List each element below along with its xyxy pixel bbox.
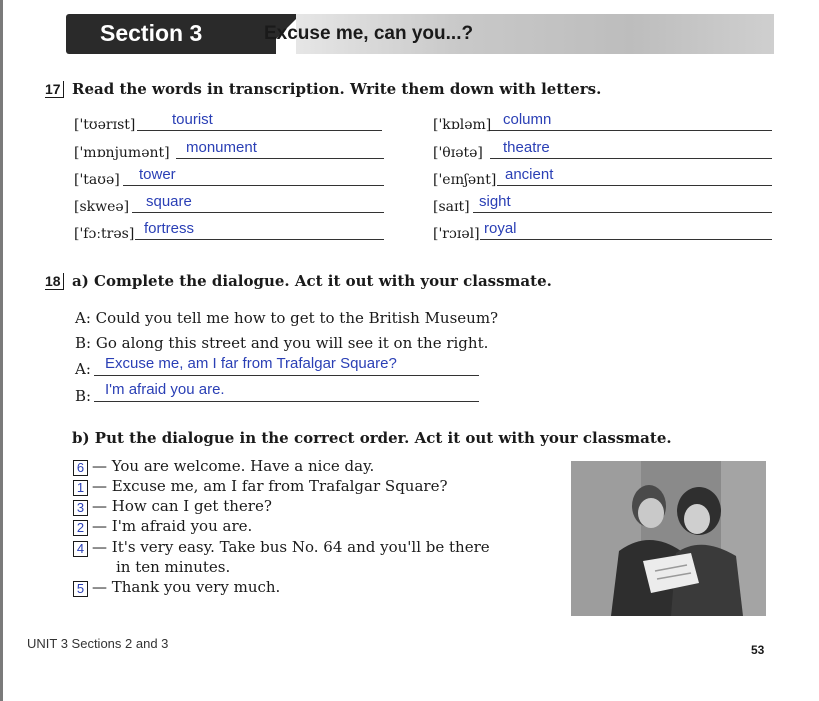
transcription: ['fɔːtrəs]: [74, 226, 135, 242]
answer-line: [497, 185, 772, 186]
exercise-17-number: 17: [45, 81, 64, 97]
dialogue-speaker-b: B:: [75, 387, 92, 405]
answer-line: [135, 239, 384, 240]
answer-line: [473, 212, 772, 213]
answer-line: [176, 158, 384, 159]
answer-line: [137, 130, 382, 131]
answer-line: [490, 158, 772, 159]
order-text: — It's very easy. Take bus No. 64 and you'll be there: [92, 538, 490, 556]
section-banner: [66, 14, 774, 54]
order-text: — You are welcome. Have a nice day.: [92, 457, 375, 475]
order-text: — I'm afraid you are.: [92, 517, 253, 535]
handwritten-answer[interactable]: royal: [484, 220, 517, 237]
transcription: [saɪt]: [433, 199, 470, 215]
handwritten-answer[interactable]: square: [146, 193, 192, 210]
order-number-box[interactable]: 6: [73, 460, 88, 476]
answer-line: [490, 130, 772, 131]
order-number-box[interactable]: 4: [73, 541, 88, 557]
transcription: ['rɔɪəl]: [433, 226, 480, 242]
answer-line: [480, 239, 772, 240]
handwritten-answer[interactable]: monument: [186, 139, 257, 156]
list-item-continuation: in ten minutes.: [116, 558, 231, 576]
dialogue-speaker-a: A:: [75, 360, 91, 378]
exercise-17-instruction: Read the words in transcription. Write them down with letters.: [72, 80, 602, 98]
dialogue-line: A: Could you tell me how to get to the British Museum?: [75, 309, 499, 327]
transcription: ['tʊərɪst]: [74, 117, 136, 133]
handwritten-answer[interactable]: fortress: [144, 220, 195, 237]
dialogue-line: B: Go along this street and you will see it on the right.: [75, 334, 489, 352]
page-number: 53: [751, 643, 765, 657]
order-text: — Thank you very much.: [92, 578, 281, 596]
transcription: ['eɪnʃənt]: [433, 172, 497, 188]
list-item: [73, 517, 252, 536]
handwritten-answer[interactable]: theatre: [503, 139, 550, 156]
handwritten-answer[interactable]: sight: [479, 193, 511, 210]
answer-line: [94, 401, 479, 402]
handwritten-answer[interactable]: tourist: [172, 111, 213, 128]
list-item: [73, 457, 374, 476]
tourists-photo: [571, 461, 766, 616]
list-item: [73, 538, 490, 557]
transcription: ['kɒləm]: [433, 117, 492, 133]
order-number-box[interactable]: 5: [73, 581, 88, 597]
footer-unit: UNIT 3 Sections 2 and 3: [27, 636, 169, 651]
answer-line: [94, 375, 479, 376]
exercise-18-number: 18: [45, 273, 64, 289]
section-title: Excuse me, can you...?: [264, 23, 474, 44]
list-item: [73, 477, 448, 496]
handwritten-answer[interactable]: tower: [139, 166, 176, 183]
transcription: ['mɒnjumənt]: [74, 145, 170, 161]
order-number-box[interactable]: 3: [73, 500, 88, 516]
transcription: ['θɪətə]: [433, 145, 483, 161]
order-number-box[interactable]: 1: [73, 480, 88, 496]
handwritten-answer[interactable]: column: [503, 111, 552, 128]
handwritten-answer[interactable]: I'm afraid you are.: [105, 381, 225, 398]
exercise-18-part-a-instruction: a) Complete the dialogue. Act it out with your classmate.: [72, 272, 552, 290]
handwritten-answer[interactable]: ancient: [505, 166, 554, 183]
exercise-18-part-b-instruction: b) Put the dialogue in the correct order. Act it out with your classmate.: [72, 429, 672, 447]
section-label: Section 3: [100, 20, 203, 46]
transcription: [skweə]: [74, 199, 130, 215]
order-number-box[interactable]: 2: [73, 520, 88, 536]
order-text: — Excuse me, am I far from Trafalgar Square?: [92, 477, 448, 495]
list-item: [73, 578, 280, 597]
page-left-border: [0, 0, 3, 701]
answer-line: [132, 212, 384, 213]
transcription: ['taʊə]: [74, 172, 120, 188]
order-text: — How can I get there?: [92, 497, 272, 515]
list-item: [73, 497, 272, 516]
handwritten-answer[interactable]: Excuse me, am I far from Trafalgar Square?: [105, 355, 397, 372]
answer-line: [123, 185, 384, 186]
photo-illustration: [571, 461, 766, 616]
